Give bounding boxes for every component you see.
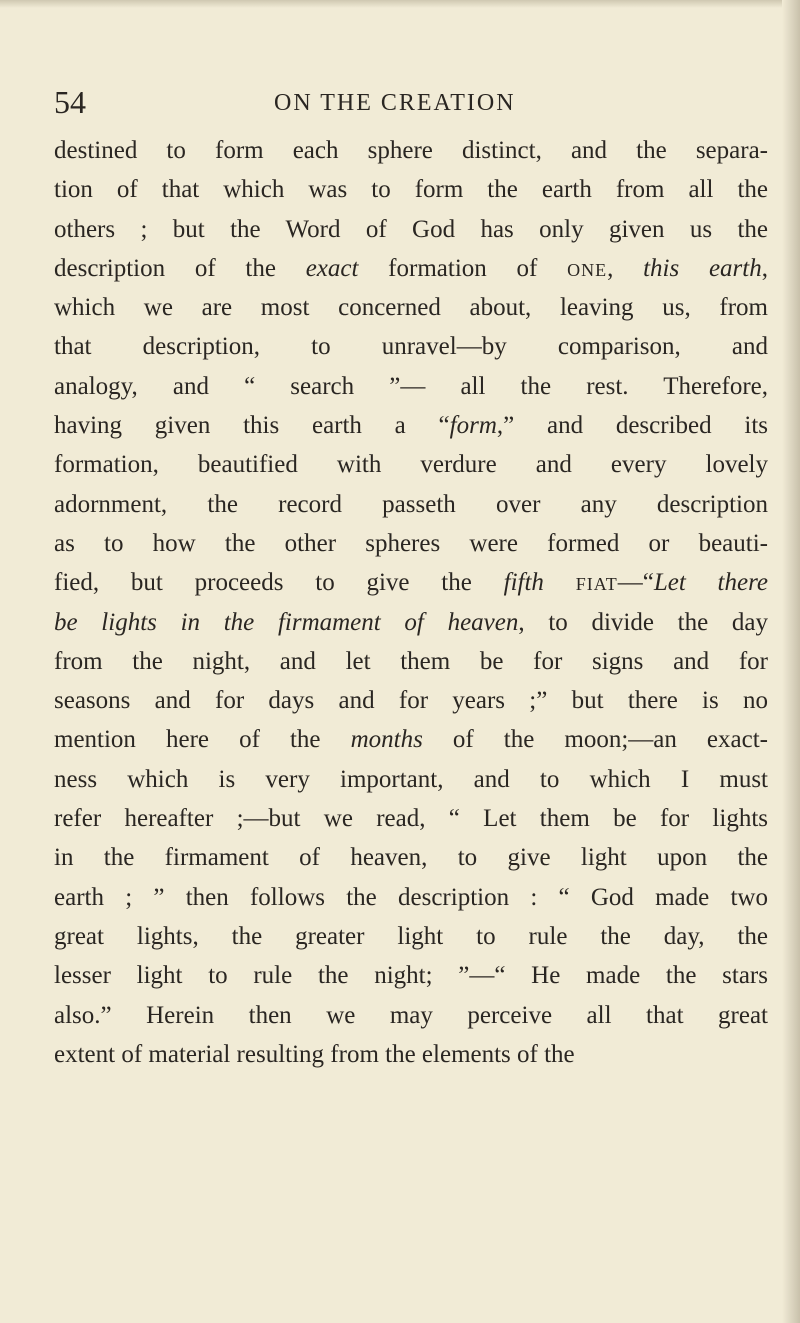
text-line	[54, 642, 768, 681]
text-line	[54, 603, 768, 642]
text-line	[54, 681, 768, 720]
text-line	[54, 406, 768, 445]
italic-text: be lights in the firmament of heaven	[54, 608, 519, 636]
text-line	[54, 1035, 768, 1074]
text-segment: destined to form each sphere distinct, and the separa-	[54, 137, 768, 164]
text-segment: having given this earth a “	[54, 412, 450, 440]
text-segment: earth ; ” then follows the description : “ God made two	[54, 883, 768, 911]
text-segment: lesser light to rule the night; ”—“ He made the stars	[54, 962, 768, 990]
text-segment: description of the	[54, 254, 306, 282]
text-line	[54, 367, 768, 406]
italic-text: months	[350, 726, 423, 754]
text-segment: , to divide the day	[518, 608, 769, 636]
text-segment: formation, beautified with verdure and every lovely	[54, 451, 768, 479]
text-segment: formation of	[358, 254, 568, 282]
text-segment: from the night, and let them be for signs and for	[54, 647, 768, 675]
text-line	[54, 838, 768, 877]
text-segment: others ; but the Word of God has only given us the	[54, 215, 768, 243]
text-line	[54, 799, 768, 838]
text-segment: in the firmament of heaven, to give light upon the	[54, 844, 768, 872]
text-segment: adornment, the record passeth over any description	[54, 490, 768, 518]
text-segment: as to how the other spheres were formed or beauti-	[54, 529, 768, 557]
body-text	[54, 131, 768, 1074]
text-segment: which we are most concerned about, leaving us, from	[54, 294, 768, 322]
text-segment: that description, to unravel—by comparison, and	[54, 333, 768, 361]
page-number: 54	[54, 84, 86, 120]
text-segment: extent of material resulting from the elements of the	[54, 1040, 575, 1068]
italic-text: form	[449, 412, 497, 440]
text-segment: refer hereafter ;—but we read, “ Let them be for lights	[54, 805, 768, 833]
small-caps-text: fiat	[575, 569, 618, 597]
text-segment: great lights, the greater light to rule the day, the	[54, 922, 768, 950]
text-line	[54, 878, 768, 917]
page-top-edge	[0, 0, 800, 8]
text-segment: mention here of the	[54, 726, 351, 754]
italic-text: fifth	[503, 569, 544, 597]
text-line	[54, 249, 768, 288]
text-line	[54, 210, 768, 249]
text-line	[54, 131, 768, 170]
text-line	[54, 996, 768, 1035]
text-segment: —“	[617, 569, 654, 597]
text-segment: ,	[607, 254, 644, 282]
text-segment	[544, 569, 576, 596]
text-line	[54, 445, 768, 484]
page-header	[54, 82, 754, 122]
text-line	[54, 917, 768, 956]
italic-text: Let there	[653, 569, 768, 597]
text-line	[54, 485, 768, 524]
page-right-edge	[782, 0, 800, 1323]
italic-text: exact	[305, 254, 359, 282]
text-segment: of the moon;—an exact-	[422, 726, 768, 754]
text-line	[54, 956, 768, 995]
text-line	[54, 563, 768, 602]
running-head: ON THE CREATION	[274, 90, 516, 116]
text-line	[54, 288, 768, 327]
text-segment: fied, but proceeds to give the	[54, 569, 504, 597]
text-segment: ,” and described its	[496, 412, 768, 440]
text-segment: seasons and for days and for years ;” but there is no	[54, 687, 768, 715]
text-segment: ness which is very important, and to which I must	[54, 765, 768, 793]
text-segment: also.” Herein then we may perceive all that great	[54, 1001, 768, 1029]
text-line	[54, 327, 768, 366]
text-line	[54, 524, 768, 563]
small-caps-text: one	[567, 254, 608, 282]
text-line	[54, 170, 768, 209]
italic-text: this earth	[643, 254, 762, 282]
text-segment: analogy, and “ search ”— all the rest. Therefore,	[54, 372, 768, 400]
text-line	[54, 720, 768, 759]
text-segment: tion of that which was to form the earth from all the	[54, 176, 768, 204]
text-line	[54, 760, 768, 799]
text-segment: ,	[761, 254, 768, 282]
